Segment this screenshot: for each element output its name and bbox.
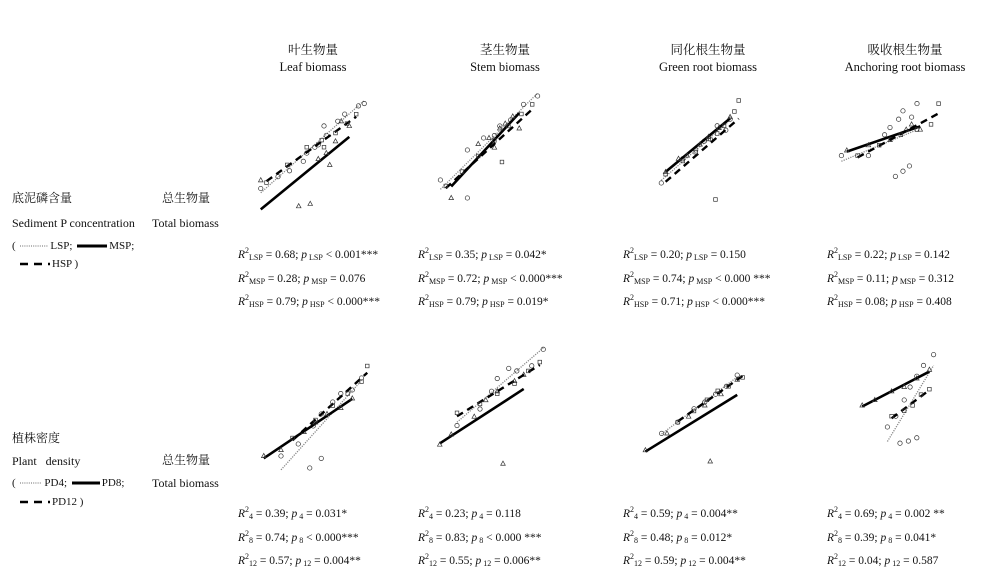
legend-label: HSP )	[52, 258, 79, 270]
data-point-lsp	[322, 124, 326, 128]
scatter-plot-greenroot-pd	[640, 355, 748, 467]
regression-stat: $R^2_{MSP} = 0.72$; p $_{MSP}$ < 0.000***	[418, 270, 563, 286]
data-point-hsp	[937, 102, 941, 106]
data-point-msp	[258, 178, 263, 182]
row-ylabel-zh: 总生物量	[162, 453, 211, 467]
data-point-msp	[476, 141, 481, 145]
regression-line-hsp	[267, 117, 357, 181]
column-title-leaf	[213, 42, 413, 76]
data-point-pd4	[455, 423, 459, 427]
data-point-pd8	[501, 461, 506, 465]
regression-line-msp	[847, 126, 920, 151]
data-point-hsp	[737, 99, 741, 103]
data-point-pd8	[708, 459, 713, 463]
data-point-lsp	[915, 101, 919, 105]
regression-line-pd8	[645, 395, 737, 452]
regression-stat: $R^2_{MSP} = 0.11$; p $_{MSP}$ = 0.312	[827, 270, 954, 286]
regression-stat: $R^2_8 = 0.74$; p $_8$ < 0.000***	[238, 529, 359, 545]
row-ylabel-zh: 总生物量	[162, 191, 211, 205]
column-title-zh: 叶生物量	[287, 43, 338, 57]
regression-stat: $R^2_{LSP} = 0.22$; p $_{LSP}$ = 0.142	[827, 246, 950, 262]
regression-line-pd4	[457, 348, 543, 422]
column-title-en: Green root biomass	[659, 60, 757, 74]
data-point-lsp	[896, 117, 900, 121]
data-point-pd4	[902, 398, 906, 402]
legend-row1b	[18, 256, 78, 272]
regression-stat: $R^2_4 = 0.39$; p $_4$ = 0.031*	[238, 505, 348, 521]
regression-line-hsp	[858, 113, 939, 157]
data-point-hsp	[714, 198, 718, 202]
regression-line-pd8	[862, 372, 929, 407]
regression-line-pd8	[440, 389, 524, 443]
column-title-en: Stem biomass	[470, 60, 540, 74]
data-point-pd8	[665, 431, 670, 435]
regression-line-pd12	[293, 373, 368, 440]
data-point-lsp	[866, 153, 870, 157]
legend-label: MSP;	[109, 240, 135, 252]
row-label-en: Plant density	[12, 454, 81, 468]
row-ylabel-en: Total biomass	[152, 476, 219, 490]
regression-stat: $R^2_{HSP} = 0.08$; p $_{HSP}$ = 0.408	[827, 293, 952, 309]
scatter-plot-stem-pd	[434, 343, 549, 470]
data-point-lsp	[901, 169, 905, 173]
data-point-msp	[728, 114, 733, 118]
legend-row2b	[18, 494, 83, 510]
data-point-hsp	[305, 145, 309, 149]
data-point-pd4	[495, 376, 499, 380]
data-point-pd4	[279, 454, 283, 458]
scatter-plot-stem-sp	[435, 90, 543, 210]
data-point-pd4	[885, 425, 889, 429]
column-title-anchoring-root	[805, 42, 985, 76]
column-title-en: Leaf biomass	[279, 60, 347, 74]
regression-stat: $R^2_{HSP} = 0.79$; p $_{HSP}$ = 0.019*	[418, 293, 549, 309]
regression-stat: $R^2_{MSP} = 0.74$; p $_{MSP}$ < 0.000 ***	[623, 270, 771, 286]
data-point-hsp	[530, 103, 534, 107]
data-point-hsp	[520, 112, 524, 116]
regression-stat: $R^2_{LSP} = 0.68$; p $_{LSP}$ < 0.001***	[238, 246, 379, 262]
data-point-pd4	[530, 364, 534, 368]
scatter-plot-leaf-sp	[255, 100, 370, 218]
data-point-pd12	[928, 387, 932, 391]
data-point-msp	[333, 139, 338, 143]
scatter-plot-anchorroot-pd	[858, 346, 942, 454]
regression-stat: $R^2_8 = 0.39$; p $_8$ = 0.041*	[827, 529, 937, 545]
data-point-hsp	[322, 145, 326, 149]
legend-open-paren: (	[12, 240, 16, 252]
data-point-hsp	[929, 123, 933, 127]
regression-stat: $R^2_{12} = 0.55$; p $_{12}$ = 0.006**	[418, 552, 541, 568]
legend-solid-line-icon	[72, 480, 100, 486]
regression-stat: $R^2_8 = 0.48$; p $_8$ = 0.012*	[623, 529, 733, 545]
data-point-lsp	[343, 112, 347, 116]
regression-line-lsp	[440, 93, 537, 189]
legend-solid-line-icon	[77, 243, 107, 249]
data-point-lsp	[659, 181, 663, 185]
regression-line-hsp	[666, 119, 739, 182]
row-label-zh: 底泥磷含量	[12, 191, 73, 205]
data-point-msp	[449, 195, 454, 199]
data-point-pd4	[489, 389, 493, 393]
data-point-lsp	[465, 148, 469, 152]
row-label-zh: 植株密度	[12, 431, 61, 445]
data-point-pd4	[541, 347, 545, 351]
data-point-pd4	[906, 439, 910, 443]
data-point-msp	[308, 201, 313, 205]
data-point-msp	[316, 156, 321, 160]
data-point-pd4	[921, 363, 925, 367]
data-point-pd4	[515, 369, 519, 373]
regression-stat: $R^2_{LSP} = 0.20$; p $_{LSP}$ = 0.150	[623, 246, 746, 262]
scatter-plot-greenroot-sp	[657, 95, 743, 205]
scatter-plot-leaf-pd	[258, 360, 373, 480]
data-point-pd4	[915, 436, 919, 440]
legend-dashed-line-icon	[20, 499, 50, 505]
data-point-hsp	[733, 110, 737, 114]
data-point-msp	[487, 135, 492, 139]
data-point-lsp	[909, 115, 913, 119]
row-ylabel-en: Total biomass	[152, 216, 219, 230]
regression-line-pd8	[264, 399, 353, 459]
data-point-pd4	[931, 352, 935, 356]
data-point-lsp	[465, 196, 469, 200]
regression-stat: $R^2_{12} = 0.57$; p $_{12}$ = 0.004**	[238, 552, 361, 568]
column-title-zh: 茎生物量	[479, 43, 530, 57]
regression-stat: $R^2_4 = 0.59$; p $_4$ = 0.004**	[623, 505, 738, 521]
data-point-lsp	[535, 94, 539, 98]
data-point-lsp	[481, 136, 485, 140]
column-title-zh: 同化根生物量	[670, 43, 746, 57]
data-point-pd4	[319, 456, 323, 460]
regression-stat: $R^2_{12} = 0.04$; p $_{12}$ = 0.587	[827, 552, 939, 568]
row-label-en: Sediment P concentration	[12, 216, 135, 230]
data-point-msp	[296, 204, 301, 208]
legend-label: PD8;	[101, 477, 125, 489]
regression-stat: $R^2_{MSP} = 0.28$; p $_{MSP}$ = 0.076	[238, 270, 366, 286]
data-point-lsp	[362, 101, 366, 105]
regression-stat: $R^2_{HSP} = 0.71$; p $_{HSP}$ < 0.000***	[623, 293, 765, 309]
regression-line-hsp	[446, 109, 532, 188]
data-point-lsp	[888, 125, 892, 129]
data-point-pd4	[507, 366, 511, 370]
legend-dashed-line-icon	[20, 261, 50, 267]
column-title-zh: 吸收根生物量	[867, 43, 943, 57]
data-point-pd8	[472, 414, 477, 418]
scatter-plot-anchorroot-sp	[836, 88, 944, 192]
regression-stat: $R^2_{LSP} = 0.35$; p $_{LSP}$ = 0.042*	[418, 246, 547, 262]
regression-stat: $R^2_4 = 0.69$; p $_4$ = 0.002 **	[827, 505, 945, 521]
data-point-lsp	[301, 159, 305, 163]
data-point-lsp	[901, 109, 905, 113]
legend-dotted-line-icon	[20, 243, 48, 249]
column-title-en: Anchoring root biomass	[844, 60, 966, 74]
data-point-msp	[327, 162, 332, 166]
data-point-pd12	[365, 364, 369, 368]
data-point-lsp	[893, 174, 897, 178]
legend-dotted-line-icon	[20, 480, 42, 486]
data-point-lsp	[882, 133, 886, 137]
regression-stat: $R^2_{HSP} = 0.79$; p $_{HSP}$ < 0.000***	[238, 293, 380, 309]
data-point-pd4	[908, 385, 912, 389]
legend-row2	[12, 475, 124, 491]
data-point-msp	[517, 126, 522, 130]
data-point-lsp	[907, 164, 911, 168]
data-point-pd12	[538, 360, 542, 364]
data-point-lsp	[259, 186, 263, 190]
data-point-hsp	[354, 112, 358, 116]
regression-stat: $R^2_8 = 0.83$; p $_8$ < 0.000 ***	[418, 529, 542, 545]
data-point-lsp	[287, 169, 291, 173]
regression-stat: $R^2_4 = 0.23$; p $_4$ = 0.118	[418, 505, 521, 521]
data-point-pd4	[296, 442, 300, 446]
data-point-msp	[909, 122, 914, 126]
data-point-hsp	[500, 160, 504, 164]
column-title-stem	[405, 42, 605, 76]
data-point-lsp	[438, 178, 442, 182]
legend-row1	[12, 238, 134, 254]
column-title-green-root	[608, 42, 808, 76]
data-point-pd4	[308, 466, 312, 470]
legend-label: PD12 )	[52, 496, 84, 508]
data-point-lsp	[839, 153, 843, 157]
regression-stat: $R^2_{12} = 0.59$; p $_{12}$ = 0.004**	[623, 552, 746, 568]
data-point-lsp	[521, 102, 525, 106]
data-point-pd4	[898, 441, 902, 445]
data-point-pd4	[478, 407, 482, 411]
legend-label: LSP;	[50, 240, 73, 252]
legend-open-paren: (	[12, 477, 16, 489]
legend-label: PD4;	[44, 477, 68, 489]
